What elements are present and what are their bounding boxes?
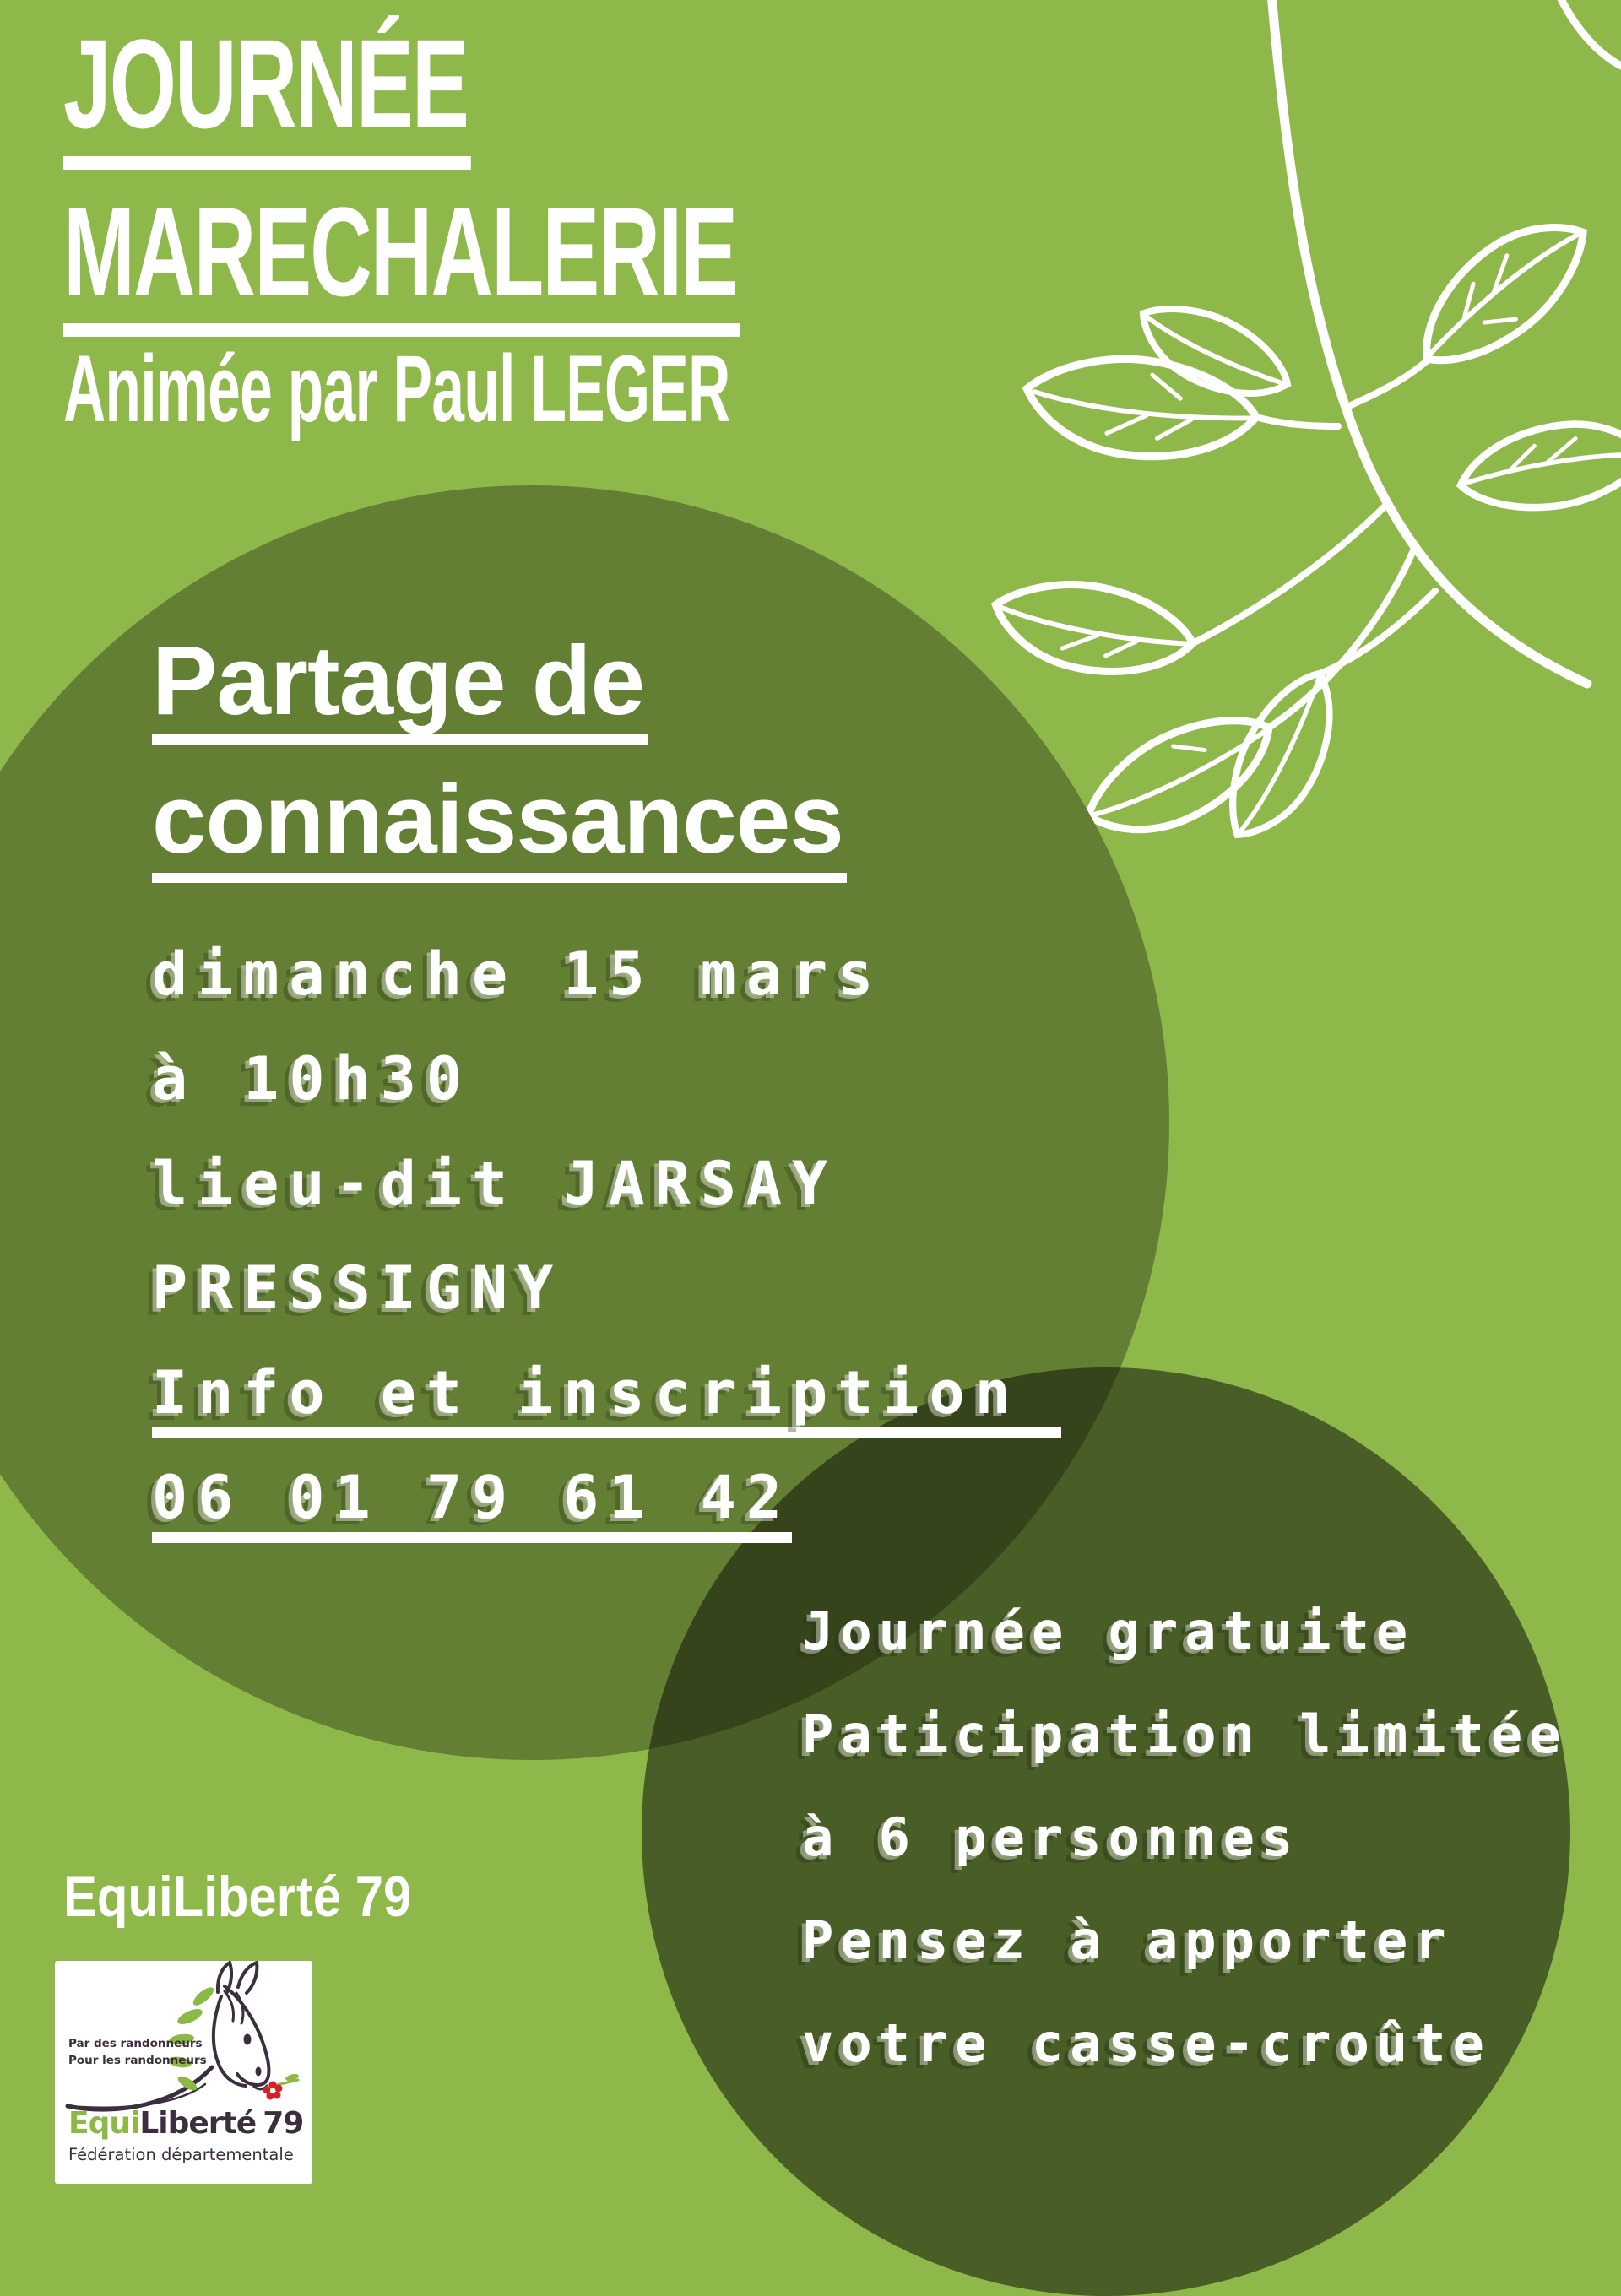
detail-time: à 10h30	[152, 1044, 473, 1113]
event-notes	[802, 1580, 1568, 2095]
title-line1: JOURNÉE	[63, 24, 471, 170]
detail-city: PRESSIGNY	[152, 1254, 564, 1323]
heading-line2: connaissances	[152, 770, 847, 883]
logo-tagline	[68, 2035, 207, 2069]
logo-tagline-line2: Pour les randonneurs	[68, 2054, 207, 2067]
info-label: Info et inscription	[152, 1362, 1061, 1438]
equiliberte-logo	[55, 1961, 312, 2184]
logo-tagline-line1: Par des randonneurs	[68, 2037, 203, 2050]
logo-brand-liberte: Liberté	[139, 2106, 257, 2141]
logo-brand-equi: Equi	[68, 2106, 140, 2141]
organization-name: EquiLiberté 79	[63, 1865, 412, 1929]
title-line2: MARECHALERIE	[63, 192, 740, 338]
subtitle: Animée par Paul LEGER	[63, 336, 730, 441]
logo-brand	[68, 2106, 303, 2141]
note-bring1: Pensez à apporter	[802, 1909, 1453, 1971]
note-free: Journée gratuite	[802, 1600, 1415, 1662]
detail-place: lieu-dit JARSAY	[152, 1149, 838, 1218]
logo-brand-number: 79	[263, 2106, 304, 2141]
detail-date: dimanche 15 mars	[152, 940, 884, 1009]
heading-line1: Partage de	[152, 631, 648, 745]
page-title	[63, 13, 740, 359]
note-limit: Paticipation limitée	[802, 1703, 1568, 1765]
note-people: à 6 personnes	[802, 1806, 1300, 1868]
note-bring2: votre casse-croûte	[802, 2012, 1491, 2074]
section-heading	[152, 625, 847, 908]
phone-number: 06 01 79 61 42	[152, 1467, 792, 1543]
logo-subtitle: Fédération départementale	[68, 2145, 294, 2164]
event-details	[152, 922, 1061, 1550]
